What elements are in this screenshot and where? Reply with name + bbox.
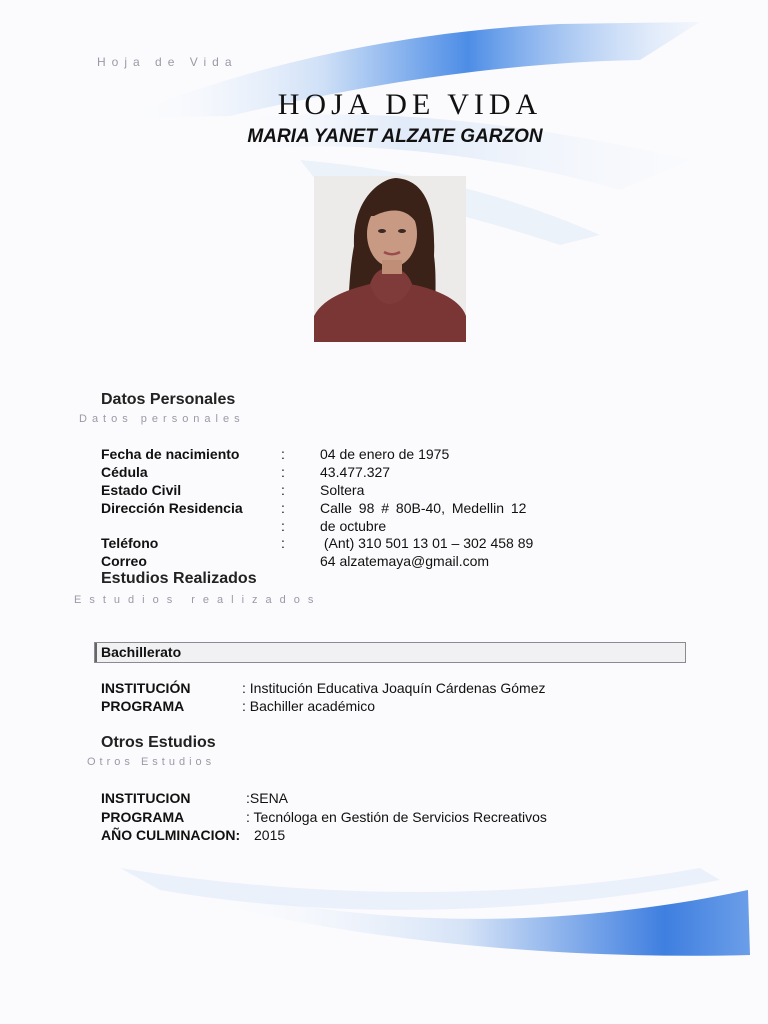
bar-edge	[95, 643, 97, 662]
institution-value: : Institución Educativa Joaquín Cárdenas Gómez	[242, 680, 546, 696]
completion-year-value: 2015	[254, 827, 286, 843]
field-label: Estado Civil	[101, 482, 182, 498]
person-name: MARIA YANET ALZATE GARZON	[247, 126, 543, 147]
studies-subheading: Estudios realizados	[74, 594, 322, 606]
profile-photo	[314, 176, 466, 342]
marital-status-value: Soltera	[320, 482, 365, 498]
other-studies-subheading: Otros Estudios	[87, 756, 216, 768]
field-colon: :	[281, 500, 285, 516]
studies-heading: Estudios Realizados	[101, 570, 257, 587]
header-watermark: Hoja de Vida	[97, 55, 238, 69]
program-label: PROGRAMA	[101, 698, 185, 714]
field-label: Correo	[101, 553, 147, 569]
field-colon: :	[281, 482, 285, 498]
other-institution-label: INSTITUCION	[101, 790, 191, 806]
section-bar-bachillerato	[94, 642, 686, 663]
phone-value: (Ant) 310 501 13 01 – 302 458 89	[320, 535, 534, 551]
field-colon: :	[281, 535, 285, 551]
personal-data-subheading: Datos personales	[79, 413, 245, 425]
bar-label: Bachillerato	[101, 644, 182, 660]
document-title: HOJA DE VIDA	[277, 88, 543, 121]
address-value-continued: de octubre	[320, 518, 387, 534]
email-value: 64 alzatemaya@gmail.com	[320, 553, 490, 569]
field-colon: :	[281, 446, 285, 462]
id-number-value: 43.477.327	[320, 464, 391, 480]
field-colon: :	[281, 518, 285, 534]
completion-year-label: AÑO CULMINACION:	[101, 827, 241, 843]
other-studies-heading: Otros Estudios	[101, 734, 216, 751]
birth-date-value: 04 de enero de 1975	[320, 446, 450, 462]
address-value: Calle 98 # 80B-40, Medellin 12	[320, 500, 527, 516]
field-colon: :	[281, 464, 285, 480]
other-program-label: PROGRAMA	[101, 809, 185, 825]
institution-label: INSTITUCIÓN	[101, 680, 191, 696]
other-institution-value: :SENA	[246, 790, 289, 806]
personal-data-heading: Datos Personales	[101, 391, 236, 408]
field-label: Cédula	[101, 464, 148, 480]
other-program-value: : Tecnóloga en Gestión de Servicios Recreativos	[246, 809, 547, 825]
field-label: Teléfono	[101, 535, 159, 551]
field-label: Fecha de nacimiento	[101, 446, 240, 462]
field-label: Dirección Residencia	[101, 500, 243, 516]
program-value: : Bachiller académico	[242, 698, 376, 714]
